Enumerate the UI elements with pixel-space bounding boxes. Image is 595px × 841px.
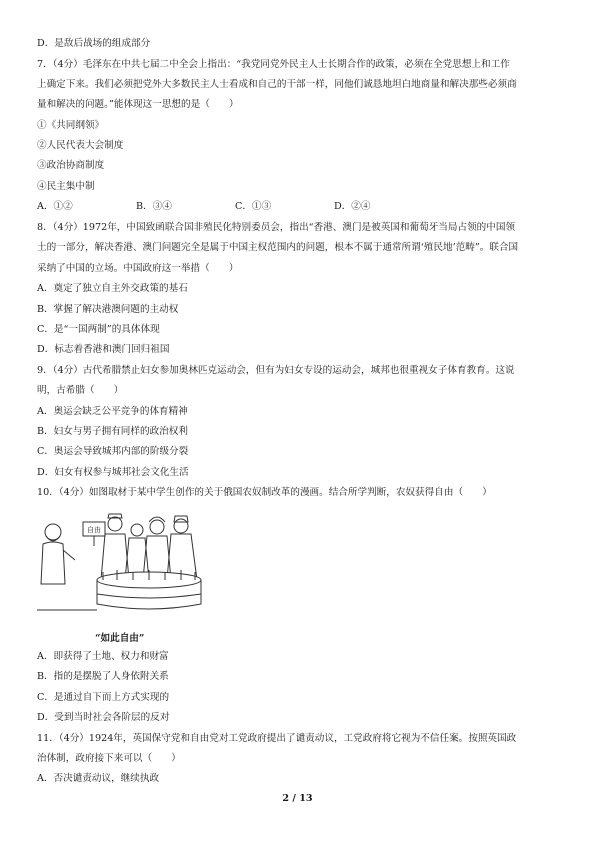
q11-stem-line-1: 11．（4分）1924年，英国保守党和自由党对工党政府提出了谴责动议，工党政府将它视为不信任案。按照英国政 [37, 733, 517, 744]
cartoon-drawing [37, 510, 207, 612]
q7-option-a: A．①② [37, 201, 73, 212]
q7-stem-line-2: 上确定下来。我们必须把党外大多数民主人士看成和自己的干部一样，同他们诚恳地坦白地商量和解决那些必须商 [37, 79, 517, 90]
q8-option-a: A．奠定了独立自主外交政策的基石 [37, 283, 188, 294]
q7-item-4: ④民主集中制 [37, 181, 95, 192]
q7-item-1: ①《共同纲领》 [37, 120, 105, 131]
q10-stem: 10．（4分）如图取材于某中学生创作的关于俄国农奴制改革的漫画。结合所学判断，农奴获得自由（ ） [37, 487, 492, 498]
q7-option-b: B．③④ [136, 201, 172, 212]
q9-stem-line-2: 明，古希腊（ ） [37, 385, 124, 396]
q9-option-a: A．奥运会缺乏公平竞争的体育精神 [37, 406, 188, 417]
q11-option-a: A．否决谴责动议，继续执政 [37, 773, 160, 784]
q7-option-d: D．②④ [334, 201, 371, 212]
q8-stem-line-3: 采纳了中国的立场。中国政府这一举措（ ） [37, 263, 239, 274]
q8-option-d: D．标志着香港和澳门回归祖国 [37, 344, 170, 355]
q7-stem-line-3: 量和解决的问题。”能体现这一思想的是（ ） [37, 99, 239, 110]
q10-option-d: D．受到当时社会各阶层的反对 [37, 712, 170, 723]
q7-options [37, 201, 433, 213]
q8-option-c: C．是“一国两制”的具体体现 [37, 324, 160, 335]
q11-stem-line-2: 治体制，政府接下来可以（ ） [37, 753, 181, 764]
q9-option-d: D．妇女有权参与城邦社会文化生活 [37, 467, 189, 478]
q7-item-3: ③政治协商制度 [37, 160, 105, 171]
q10-option-c: C．是通过自下而上方式实现的 [37, 692, 170, 703]
cartoon-caption: “如此自由” [95, 633, 145, 644]
q9-option-b: B．妇女与男子拥有同样的政治权利 [37, 426, 188, 437]
q8-stem-line-1: 8．（4分）1972年，中国致函联合国非殖民化特别委员会，指出“香港、澳门是被英国和葡萄牙当局占领的中国领 [37, 222, 516, 233]
q8-stem-line-2: 土的一部分，解决香港、澳门问题完全是属于中国主权范围内的问题，根本不属于通常所谓‘殖民地’范畴”。联合国 [37, 242, 519, 253]
q8-option-b: B．掌握了解决港澳问题的主动权 [37, 304, 179, 315]
cartoon-illustration [37, 510, 207, 612]
q10-option-b: B．指的是摆脱了人身依附关系 [37, 671, 169, 682]
q7-option-c: C．①③ [235, 201, 272, 212]
q9-stem-line-1: 9．（4分）古代希腊禁止妇女参加奥林匹克运动会，但有为妇女专设的运动会，城邦也很重视女子体育教育。这说 [37, 365, 515, 376]
q7-item-2: ②人民代表大会制度 [37, 140, 124, 151]
q9-option-c: C．奥运会导致城邦内部的阶级分裂 [37, 446, 189, 457]
q10-option-a: A．即获得了土地、权力和财富 [37, 651, 169, 662]
q7-stem-line-1: 7．（4分）毛泽东在中共七届二中全会上指出：“我党同党外民主人士长期合作的政策，必须在全党思想上和工作 [37, 59, 510, 70]
q6-option-d: D．是敌后战场的组成部分 [37, 38, 151, 49]
cartoon-sign-text: 自由 [87, 526, 101, 534]
page-number: 2 / 13 [282, 793, 313, 804]
